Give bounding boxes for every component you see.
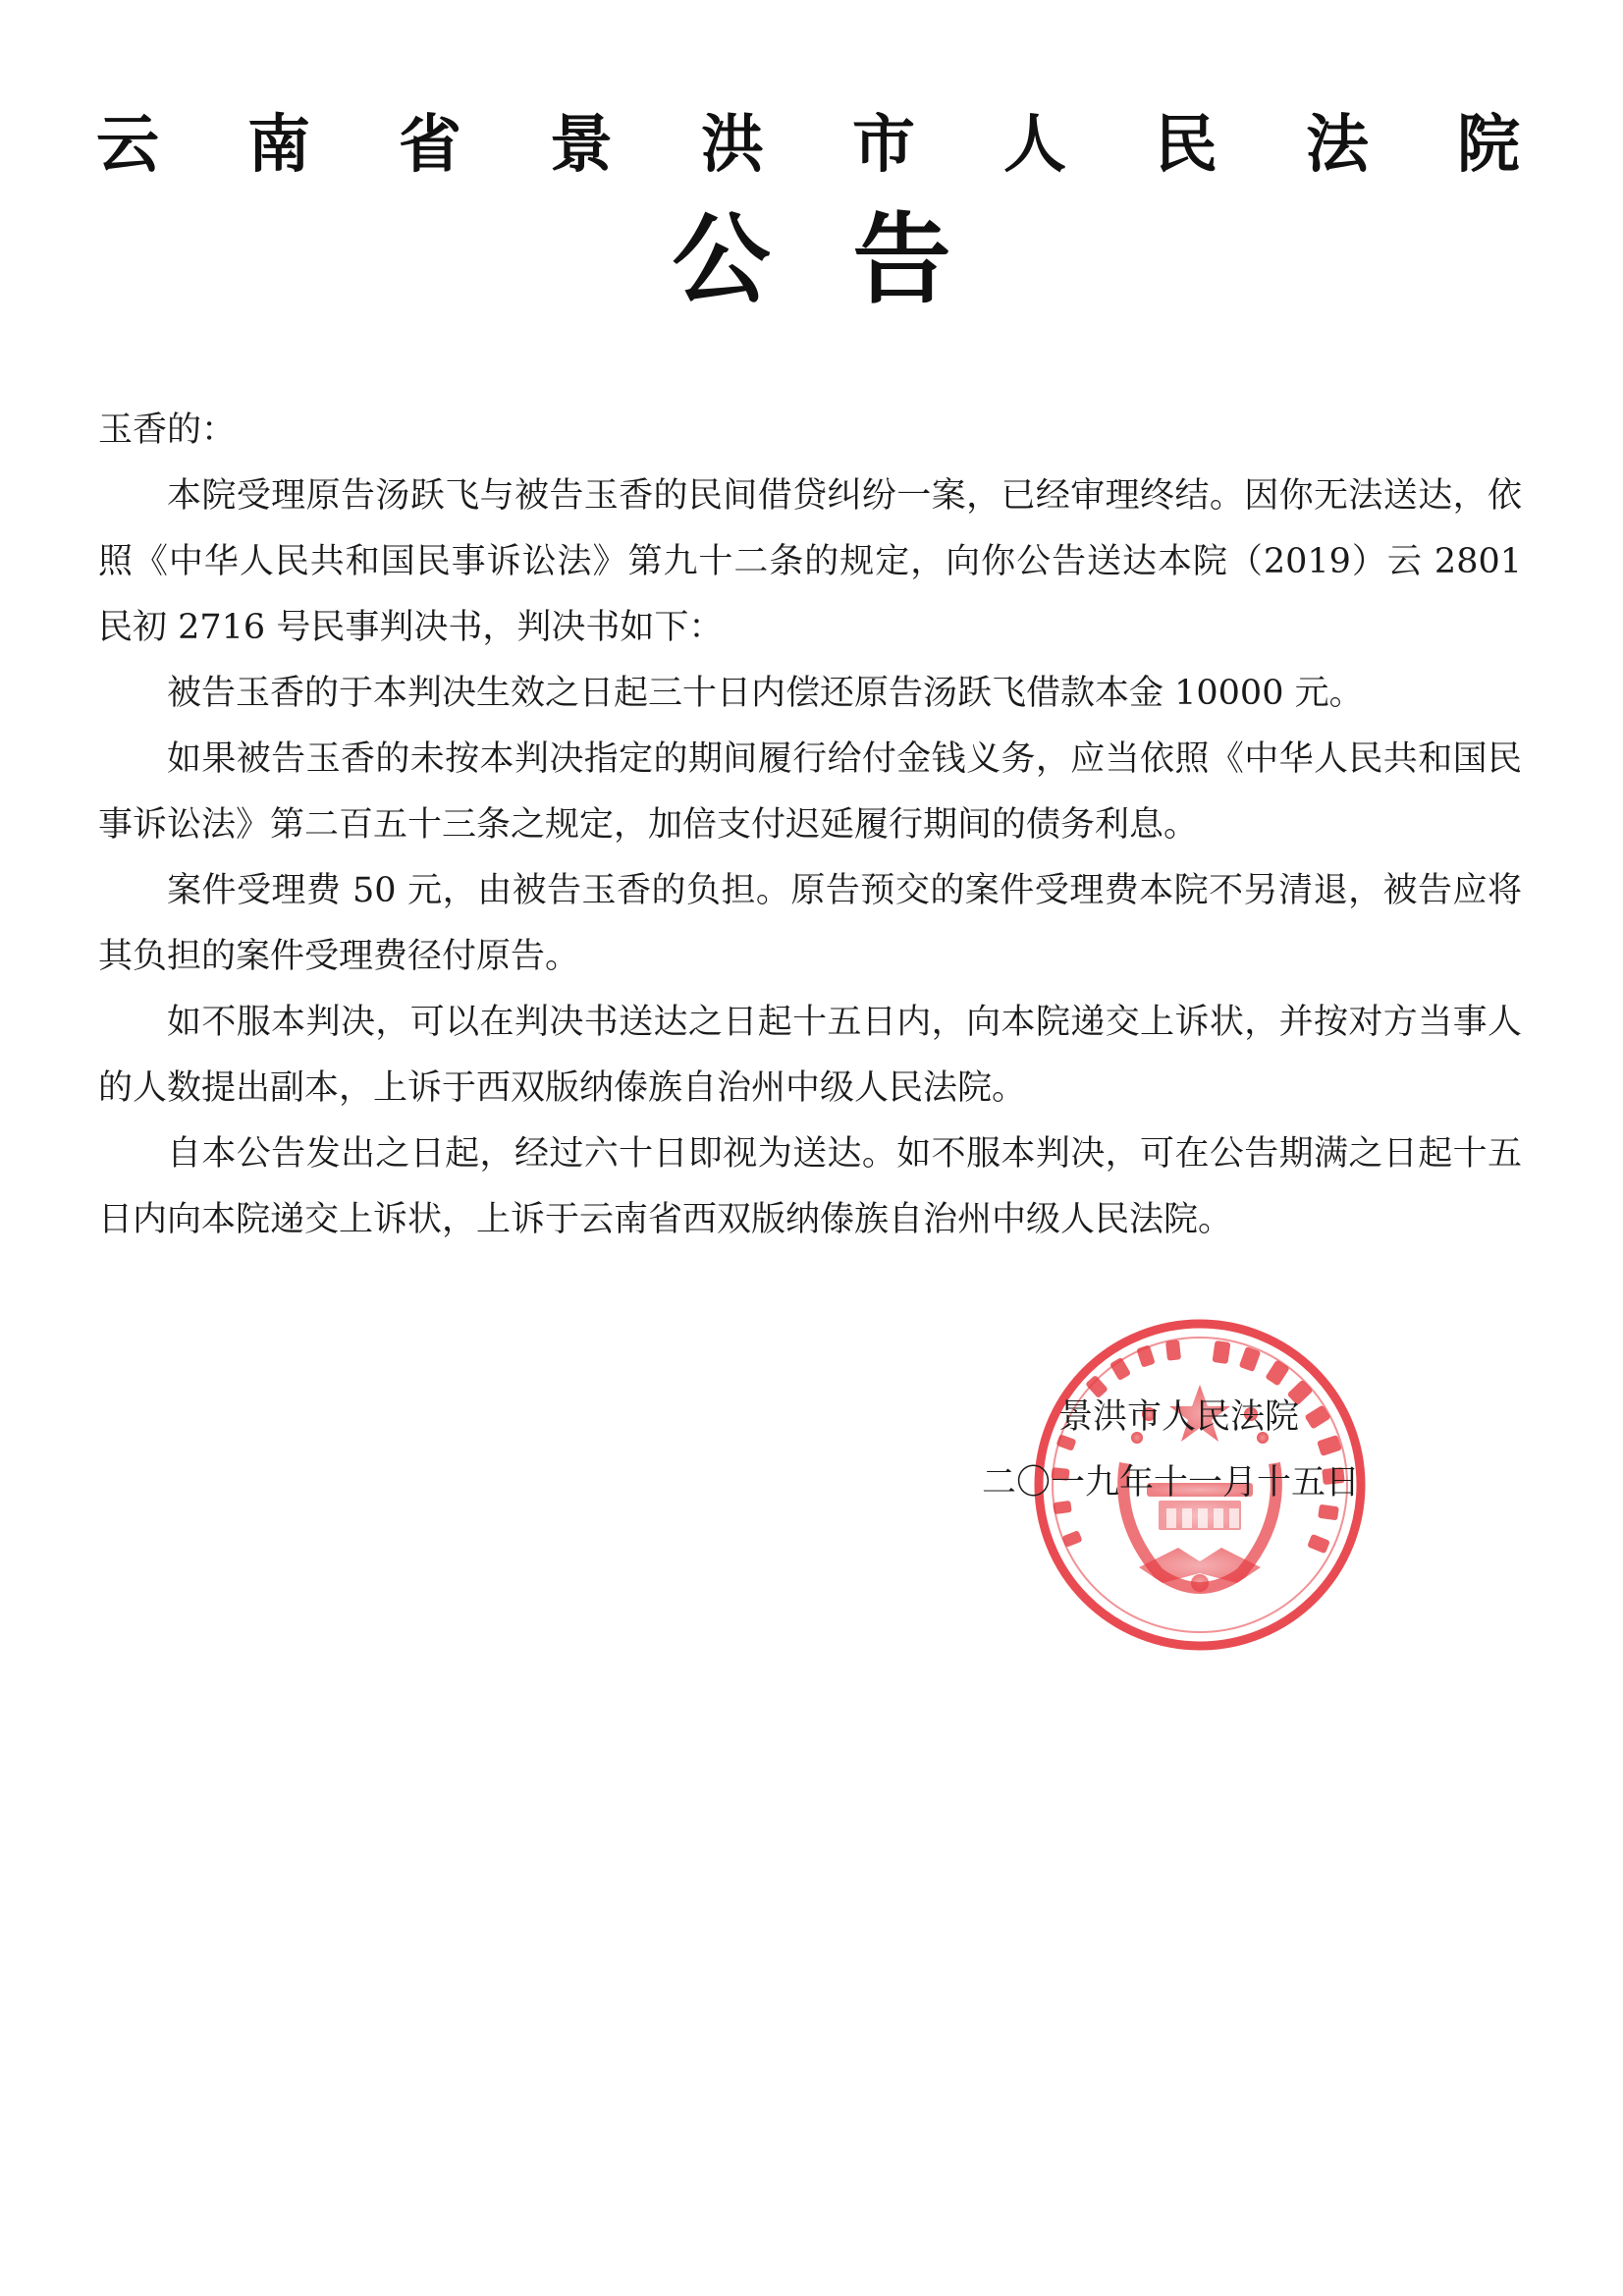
body-paragraph-fee: 案件受理费 50 元，由被告玉香的负担。原告预交的案件受理费本院不另清退，被告应将其负担的案件受理费径付原告。 (98, 871, 1522, 976)
notice-title (0, 201, 1623, 319)
court-name-char: 院 (1457, 109, 1520, 182)
notice-title-char: 公 (672, 202, 771, 317)
court-name-char: 南 (247, 109, 310, 182)
notice-body (98, 398, 1522, 1253)
body-paragraph-judgment: 被告玉香的于本判决生效之日起三十日内偿还原告汤跃飞借款本金 10000 元。 (167, 674, 1364, 713)
signature-court-name: 景洪市人民法院 (1058, 1397, 1300, 1437)
court-name-char: 洪 (701, 109, 764, 182)
signature-date: 二〇一九年十一月十五日 (982, 1463, 1361, 1503)
body-paragraph-interest: 如果被告玉香的未按本判决指定的期间履行给付金钱义务，应当依照《中华人民共和国民事诉讼法》第二百五十三条之规定，加倍支付迟延履行期间的债务利息。 (98, 739, 1522, 845)
court-name-heading (96, 106, 1520, 185)
body-paragraph-case: 本院受理原告汤跃飞与被告玉香的民间借贷纠纷一案，已经审理终结。因你无法送达，依照《中华人民共和国民事诉讼法》第九十二条的规定，向你公告送达本院（2019）云 2801 民初 2716 号民事判决书，判决书如下： (98, 476, 1522, 647)
signature-block (982, 1385, 1394, 1516)
court-name-char: 景 (550, 109, 613, 182)
body-paragraph-service: 自本公告发出之日起，经过六十日即视为送达。如不服本判决，可在公告期满之日起十五日内向本院递交上诉状，上诉于云南省西双版纳傣族自治州中级人民法院。 (98, 1134, 1522, 1239)
court-name-char: 人 (1003, 109, 1066, 182)
court-name-char: 云 (96, 109, 159, 182)
court-name-char: 民 (1155, 109, 1217, 182)
addressee: 玉香的： (98, 410, 237, 450)
court-name-char: 省 (399, 109, 461, 182)
body-paragraph-appeal: 如不服本判决，可以在判决书送达之日起十五日内，向本院递交上诉状，并按对方当事人的人数提出副本，上诉于西双版纳傣族自治州中级人民法院。 (98, 1003, 1522, 1108)
court-name-char: 市 (852, 109, 915, 182)
notice-title-char: 告 (852, 202, 951, 317)
court-name-char: 法 (1306, 109, 1369, 182)
